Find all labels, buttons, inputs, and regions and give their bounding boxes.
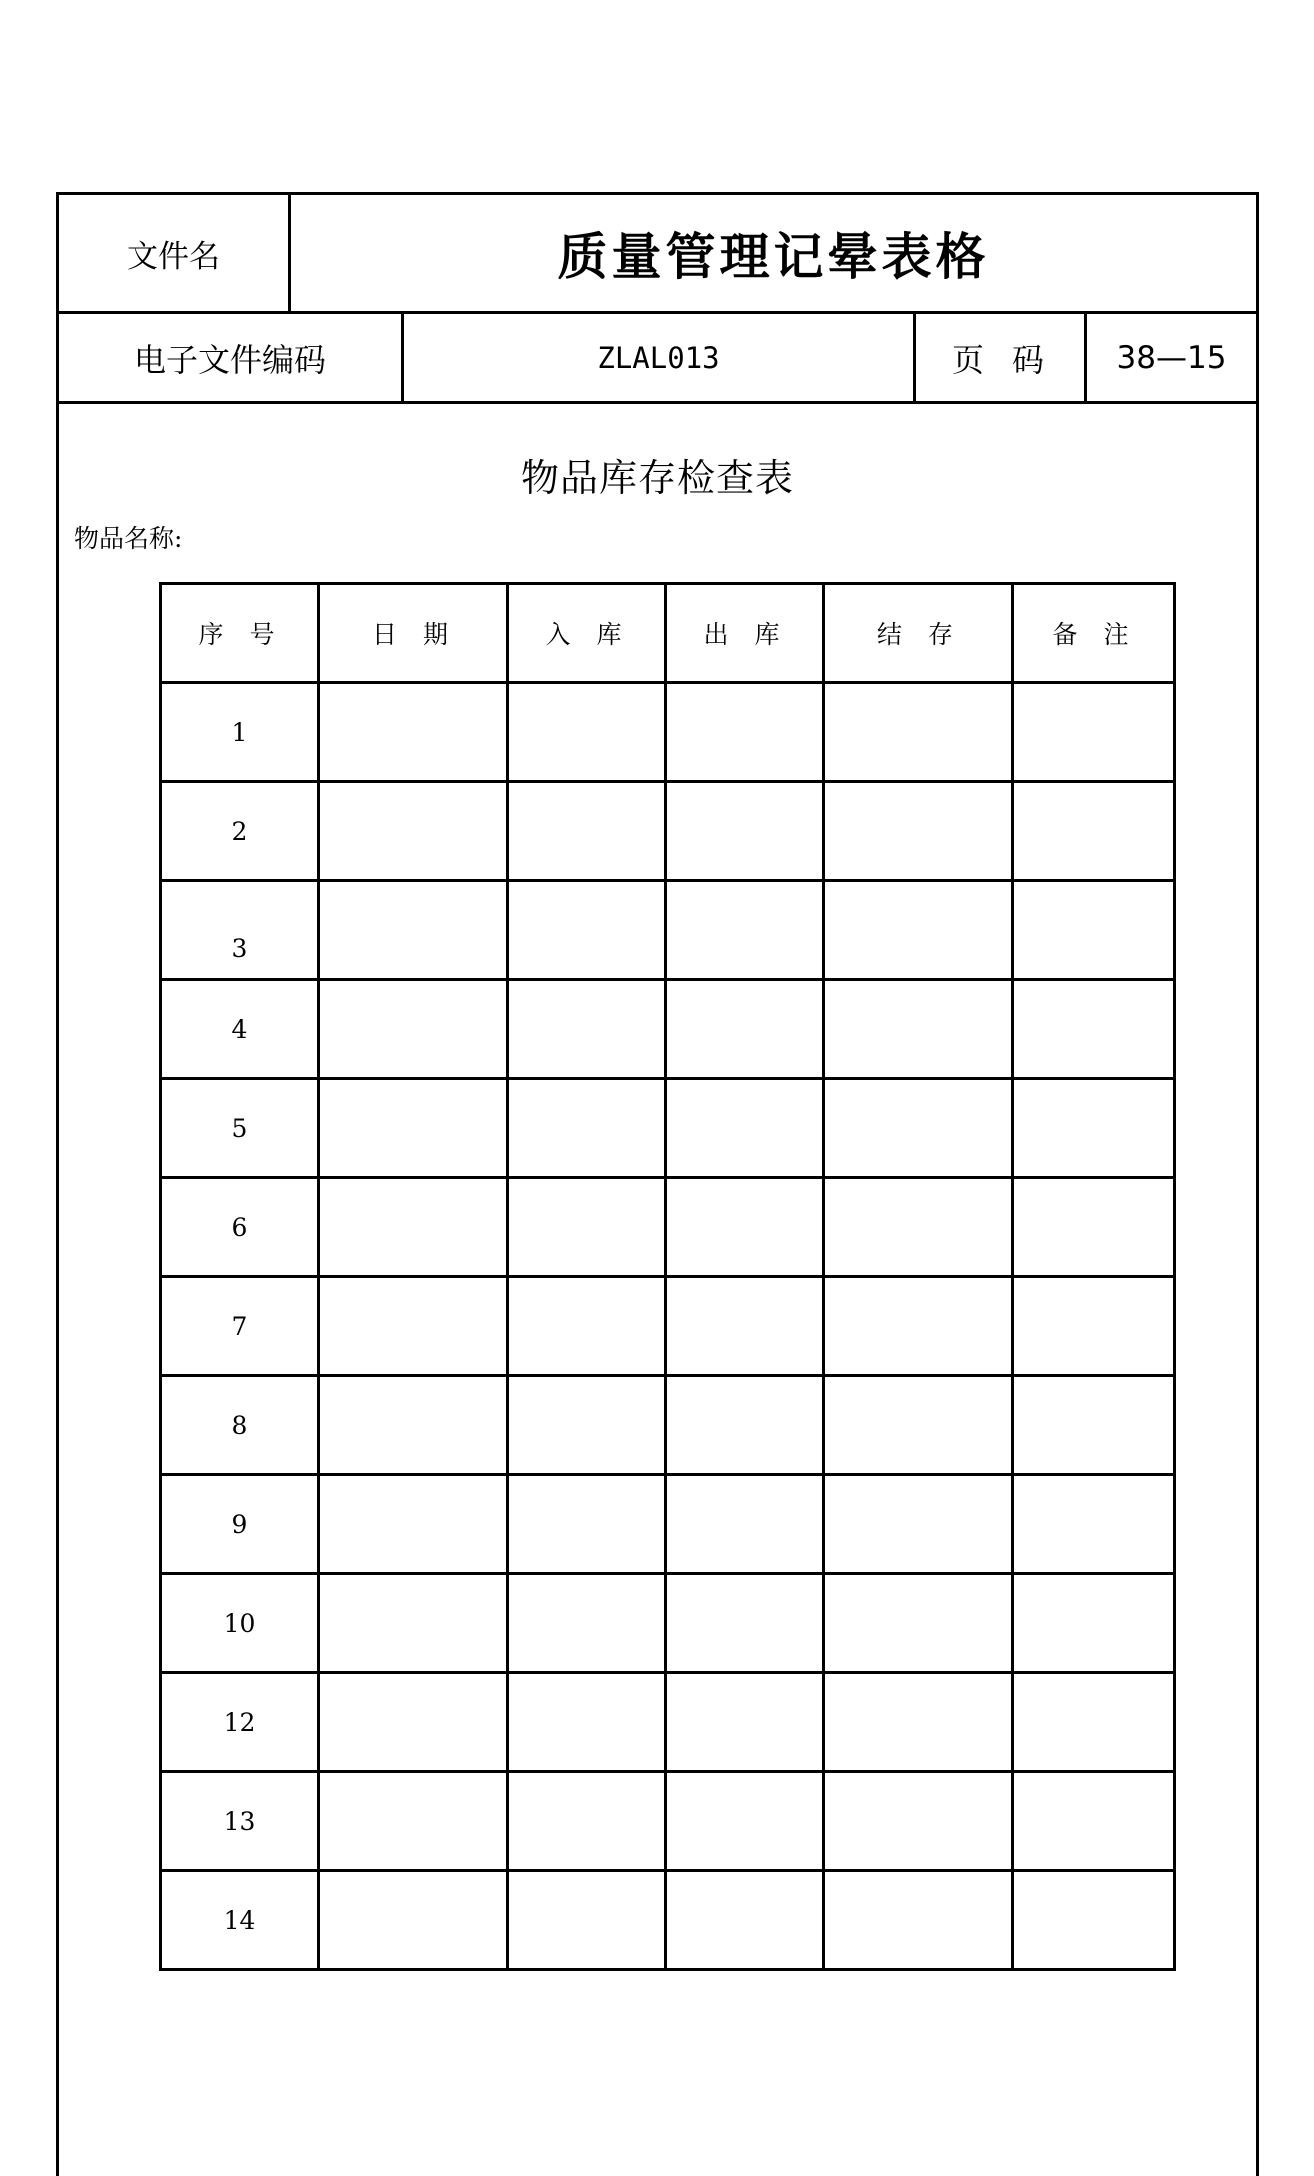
header-row-title: [59, 195, 1256, 314]
row-number: 7: [161, 1277, 319, 1376]
row-number: [161, 881, 319, 980]
page-number-value: 38—15: [1116, 339, 1227, 376]
balance-cell[interactable]: [824, 1079, 1013, 1178]
row-number: 4: [161, 980, 319, 1079]
out-cell[interactable]: [666, 1673, 824, 1772]
note-cell[interactable]: [1013, 1178, 1175, 1277]
in-cell[interactable]: [508, 1475, 666, 1574]
form-title: 物品库存检查表: [520, 456, 794, 500]
table-row: [161, 1574, 1175, 1673]
row-number: 6: [161, 1178, 319, 1277]
row-number: 1: [161, 683, 319, 782]
inventory-table: [159, 582, 1176, 1971]
note-cell[interactable]: [1013, 683, 1175, 782]
out-cell[interactable]: [666, 782, 824, 881]
row-number: 13: [161, 1772, 319, 1871]
out-cell[interactable]: [666, 980, 824, 1079]
balance-cell[interactable]: [824, 1574, 1013, 1673]
date-cell[interactable]: [319, 1673, 508, 1772]
out-cell[interactable]: [666, 1475, 824, 1574]
balance-cell[interactable]: [824, 980, 1013, 1079]
column-header-balance: 结存: [824, 584, 1013, 683]
balance-cell[interactable]: [824, 1178, 1013, 1277]
date-cell[interactable]: [319, 1871, 508, 1970]
note-cell[interactable]: [1013, 1475, 1175, 1574]
date-cell[interactable]: [319, 1277, 508, 1376]
in-cell[interactable]: [508, 1673, 666, 1772]
out-cell[interactable]: [666, 881, 824, 980]
balance-cell[interactable]: [824, 881, 1013, 980]
note-cell[interactable]: [1013, 1871, 1175, 1970]
document-title: 质量管理记晕表格: [557, 228, 990, 286]
note-cell[interactable]: [1013, 782, 1175, 881]
row-number: 5: [161, 1079, 319, 1178]
row-number: 14: [161, 1871, 319, 1970]
column-header-out: 出库: [666, 584, 824, 683]
balance-cell[interactable]: [824, 1277, 1013, 1376]
table-row: [161, 1772, 1175, 1871]
column-header-in: 入库: [508, 584, 666, 683]
note-cell[interactable]: [1013, 881, 1175, 980]
balance-cell[interactable]: [824, 683, 1013, 782]
row-number: 10: [161, 1574, 319, 1673]
note-cell[interactable]: [1013, 1673, 1175, 1772]
in-cell[interactable]: [508, 1871, 666, 1970]
table-row: [161, 1376, 1175, 1475]
header-row-code: [59, 314, 1256, 404]
out-cell[interactable]: [666, 683, 824, 782]
in-cell[interactable]: [508, 782, 666, 881]
page-number-label: 页码: [916, 314, 1087, 401]
row-number: 9: [161, 1475, 319, 1574]
document-frame: [56, 192, 1259, 2176]
note-cell[interactable]: [1013, 980, 1175, 1079]
out-cell[interactable]: [666, 1178, 824, 1277]
date-cell[interactable]: [319, 1475, 508, 1574]
column-header-date: 日期: [319, 584, 508, 683]
date-cell[interactable]: [319, 782, 508, 881]
electronic-code-label: 电子文件编码: [59, 314, 404, 401]
date-cell[interactable]: [319, 1376, 508, 1475]
out-cell[interactable]: [666, 1277, 824, 1376]
in-cell[interactable]: [508, 980, 666, 1079]
item-name-label: 物品名称:: [74, 524, 183, 553]
table-row: [161, 1475, 1175, 1574]
table-row: [161, 980, 1175, 1079]
row-number: 8: [161, 1376, 319, 1475]
in-cell[interactable]: [508, 1277, 666, 1376]
file-name-label: 文件名: [59, 195, 291, 311]
out-cell[interactable]: [666, 1871, 824, 1970]
date-cell[interactable]: [319, 1178, 508, 1277]
table-row: [161, 1178, 1175, 1277]
note-cell[interactable]: [1013, 1376, 1175, 1475]
table-row: [161, 1277, 1175, 1376]
table-row: [161, 1673, 1175, 1772]
in-cell[interactable]: [508, 1772, 666, 1871]
balance-cell[interactable]: [824, 1673, 1013, 1772]
in-cell[interactable]: [508, 1376, 666, 1475]
table-header-row: [161, 584, 1175, 683]
note-cell[interactable]: [1013, 1574, 1175, 1673]
balance-cell[interactable]: [824, 1871, 1013, 1970]
row-number-text: 3: [231, 933, 248, 963]
out-cell[interactable]: [666, 1574, 824, 1673]
out-cell[interactable]: [666, 1772, 824, 1871]
date-cell[interactable]: [319, 881, 508, 980]
table-row: [161, 683, 1175, 782]
row-number: 2: [161, 782, 319, 881]
table-row: [161, 1079, 1175, 1178]
in-cell[interactable]: [508, 683, 666, 782]
date-cell[interactable]: [319, 980, 508, 1079]
out-cell[interactable]: [666, 1079, 824, 1178]
table-row: [161, 1871, 1175, 1970]
in-cell[interactable]: [508, 1079, 666, 1178]
balance-cell[interactable]: [824, 1772, 1013, 1871]
row-number: 12: [161, 1673, 319, 1772]
column-header-seq: 序号: [161, 584, 319, 683]
note-cell[interactable]: [1013, 1277, 1175, 1376]
out-cell[interactable]: [666, 1376, 824, 1475]
balance-cell[interactable]: [824, 782, 1013, 881]
note-cell[interactable]: [1013, 1079, 1175, 1178]
date-cell[interactable]: [319, 1574, 508, 1673]
date-cell[interactable]: [319, 683, 508, 782]
electronic-code-value: ZLAL013: [404, 314, 916, 401]
date-cell[interactable]: [319, 1079, 508, 1178]
in-cell[interactable]: [508, 1178, 666, 1277]
in-cell[interactable]: [508, 1574, 666, 1673]
table-row: [161, 782, 1175, 881]
balance-cell[interactable]: [824, 1475, 1013, 1574]
column-header-note: 备注: [1013, 584, 1175, 683]
date-cell[interactable]: [319, 1772, 508, 1871]
balance-cell[interactable]: [824, 1376, 1013, 1475]
note-cell[interactable]: [1013, 1772, 1175, 1871]
table-row: [161, 881, 1175, 980]
in-cell[interactable]: [508, 881, 666, 980]
